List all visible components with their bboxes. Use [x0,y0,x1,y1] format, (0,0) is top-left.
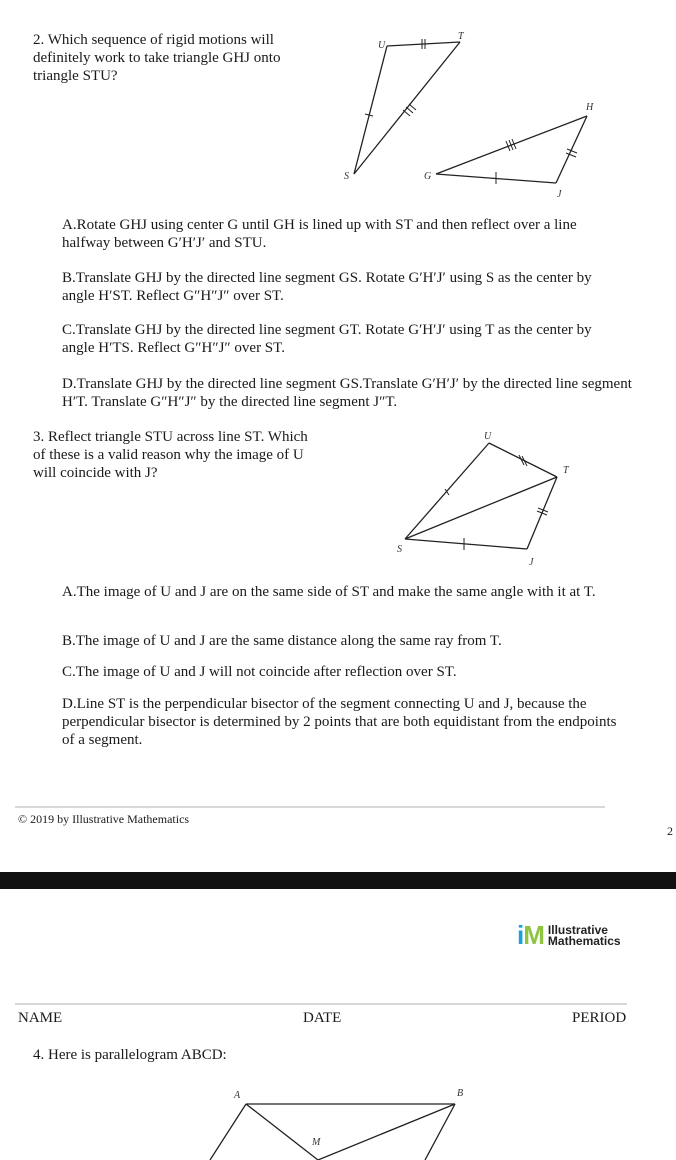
option-text: Line ST is the perpendicular bisector of the segment connecting U and J, because the perpendicular bisector is determined by 2 points that are both equidistant from the endpoints of a segment. [62,696,617,748]
parallelogram-abcd-figure [200,1082,480,1160]
name-field-label: NAME [18,1010,63,1026]
option-letter: C. [62,664,76,680]
label-j: J [557,189,562,198]
label-u: U [484,431,492,442]
label-h: H [586,102,594,113]
label-s: S [344,171,349,182]
triangles-stu-ghj-figure [330,28,630,198]
option-letter: D. [62,376,77,392]
label-j: J [529,557,534,568]
label-m: M [312,1137,321,1148]
logo-line-1: Illustrative [547,922,608,937]
question-4-number: 4. [33,1047,45,1063]
option-text: The image of U and J are on the same side of ST and make the same angle with it at T. [76,584,596,600]
triangle-stu-reflection-figure [385,425,585,575]
option-text: Rotate GHJ using center G until GH is lined up with ST and then reflect over a line halfway between G′H′J′ and STU. [62,217,577,251]
question-3-prompt: Reflect triangle STU across line ST. Which of these is a valid reason why the image of U will coincide with J? [33,429,308,481]
illustrative-mathematics-logo [517,920,621,951]
segment-st [405,477,557,539]
option-text: Translate GHJ by the directed line segment GT. Rotate G′H′J′ using T as the center by angle H′TS. Reflect G″H″J″ over ST. [62,322,592,356]
option-letter: D. [62,696,77,712]
option-letter: B. [62,270,76,286]
question-2-prompt: Which sequence of rigid motions will definitely work to take triangle GHJ onto triangle STU? [33,32,281,84]
question-2-number: 2. [33,32,45,48]
question-3-option-c[interactable] [62,663,632,681]
segment-ut [387,42,460,46]
date-field-label: DATE [303,1010,342,1026]
question-3-text [33,428,323,482]
label-t: T [458,31,464,42]
logo-m-glyph-icon: M [523,920,545,950]
segment-us [405,443,489,539]
label-s: S [397,544,402,555]
option-text: The image of U and J will not coincide after reflection over ST. [75,664,457,680]
question-2-option-d[interactable] [62,375,632,411]
question-4-text [33,1046,433,1064]
option-text: The image of U and J are the same distance along the same ray from T. [75,633,502,649]
segment-sj [405,539,527,549]
option-letter: A. [62,217,77,233]
label-g: G [424,171,432,182]
label-b: B [457,1088,464,1099]
page-number: 2 [667,824,673,838]
question-3-option-a[interactable] [62,583,632,601]
question-2-option-a[interactable] [62,216,622,252]
question-3-number: 3. [33,429,45,445]
option-text: Translate GHJ by the directed line segment GS. Rotate G′H′J′ using S as the center by angle H′ST. Reflect G″H″J″ over ST. [62,270,592,304]
diagonal-a [246,1104,318,1160]
segment-ut [489,443,557,477]
label-t: T [563,465,569,476]
label-u: U [378,40,386,51]
option-text: Translate GHJ by the directed line segment GS.Translate G′H′J′ by the directed line segment H′T. Translate G″H″J″ by the directed line segment J″T. [62,376,632,410]
option-letter: C. [62,322,76,338]
page-break-band [0,872,676,889]
question-2-text [33,31,303,85]
logo-line-2: Mathematics [547,933,621,948]
question-2-option-b[interactable] [62,269,622,305]
option-letter: B. [62,633,76,649]
logo-i-glyph-icon: i [517,920,525,950]
question-3-option-b[interactable] [62,632,632,650]
diagonal-b [318,1104,455,1160]
label-a: A [234,1090,241,1101]
segment-ad [210,1104,246,1160]
header-divider [15,1003,627,1005]
copyright-notice: © 2019 by Illustrative Mathematics [18,812,190,826]
period-field-label: PERIOD [572,1010,627,1026]
question-4-prompt: Here is parallelogram ABCD: [48,1047,227,1063]
option-letter: A. [62,584,77,600]
segment-bc [425,1104,455,1160]
question-3-option-d[interactable] [62,695,622,749]
question-2-option-c[interactable] [62,321,622,357]
footer-divider [15,806,605,808]
segment-us [354,46,387,174]
